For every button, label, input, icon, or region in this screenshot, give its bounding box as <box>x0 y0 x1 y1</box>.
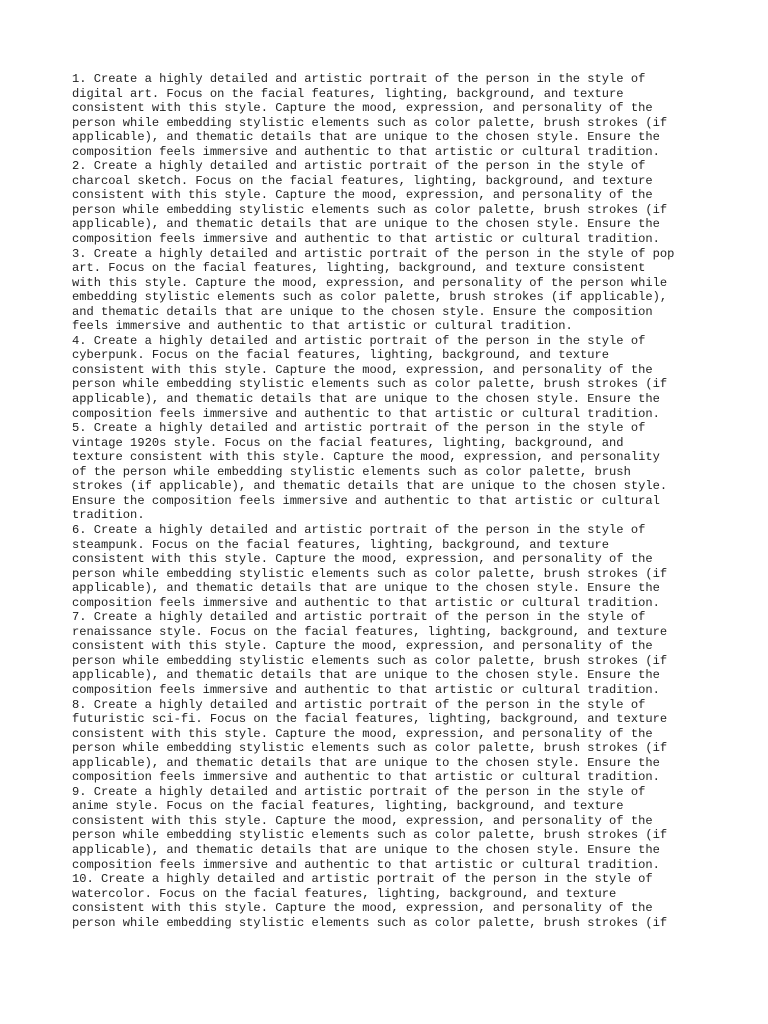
document-text-line: person while embedding stylistic elements such as color palette, brush strokes (if <box>72 115 668 130</box>
document-text-line: person while embedding stylistic elements such as color palette, brush strokes (if <box>72 202 668 217</box>
document-text-line: anime style. Focus on the facial features, lighting, background, and texture <box>72 799 624 814</box>
document-text-line: with this style. Capture the mood, expression, and personality of the person while <box>72 275 668 290</box>
document-text-line: composition feels immersive and authentic to that artistic or cultural tradition. <box>72 857 660 872</box>
document-text-line: strokes (if applicable), and thematic details that are unique to the chosen style. <box>72 479 668 494</box>
document-text-line: consistent with this style. Capture the mood, expression, and personality of the <box>72 101 653 116</box>
document-text-line: 9. Create a highly detailed and artistic portrait of the person in the style of <box>72 784 646 799</box>
document-text-line: person while embedding stylistic elements such as color palette, brush strokes (if <box>72 377 668 392</box>
document-text-line: 1. Create a highly detailed and artistic portrait of the person in the style of <box>72 72 646 86</box>
document-text-line: person while embedding stylistic elements such as color palette, brush strokes (if <box>72 915 668 930</box>
document-text-line: watercolor. Focus on the facial features, lighting, background, and texture <box>72 886 617 901</box>
document-text-line: 4. Create a highly detailed and artistic portrait of the person in the style of <box>72 333 646 348</box>
document-text-line: futuristic sci-fi. Focus on the facial features, lighting, background, and texture <box>72 712 668 727</box>
document-text-line: texture consistent with this style. Capture the mood, expression, and personality <box>72 450 660 465</box>
document-text-line: applicable), and thematic details that are unique to the chosen style. Ensure the <box>72 392 660 407</box>
document-text-line: 5. Create a highly detailed and artistic portrait of the person in the style of <box>72 421 646 436</box>
document-text-line: applicable), and thematic details that are unique to the chosen style. Ensure the <box>72 668 660 683</box>
document-text-line: consistent with this style. Capture the mood, expression, and personality of the <box>72 726 653 741</box>
document-text-line: composition feels immersive and authentic to that artistic or cultural tradition. <box>72 406 660 421</box>
document-text-line: consistent with this style. Capture the mood, expression, and personality of the <box>72 901 653 916</box>
document-text-line: tradition. <box>72 508 145 523</box>
document-text-line: consistent with this style. Capture the mood, expression, and personality of the <box>72 188 653 203</box>
document-text-line: renaissance style. Focus on the facial features, lighting, background, and texture <box>72 624 668 639</box>
document-text-line: cyberpunk. Focus on the facial features, lighting, background, and texture <box>72 348 610 363</box>
document-text <box>72 72 732 930</box>
document-text-line: of the person while embedding stylistic elements such as color palette, brush <box>72 464 631 479</box>
document-text-line: applicable), and thematic details that are unique to the chosen style. Ensure the <box>72 755 660 770</box>
document-text-line: person while embedding stylistic elements such as color palette, brush strokes (if <box>72 566 668 581</box>
document-text-line: Ensure the composition feels immersive and authentic to that artistic or cultural <box>72 493 660 508</box>
document-text-line: art. Focus on the facial features, lighting, background, and texture consistent <box>72 261 646 276</box>
document-text-line: consistent with this style. Capture the mood, expression, and personality of the <box>72 813 653 828</box>
document-text-line: composition feels immersive and authentic to that artistic or cultural tradition. <box>72 682 660 697</box>
document-text-line: 10. Create a highly detailed and artistic portrait of the person in the style of <box>72 872 653 887</box>
document-text-line: consistent with this style. Capture the mood, expression, and personality of the <box>72 362 653 377</box>
document-text-line: 6. Create a highly detailed and artistic portrait of the person in the style of <box>72 522 646 537</box>
document-text-line: consistent with this style. Capture the mood, expression, and personality of the <box>72 552 653 567</box>
document-text-line: steampunk. Focus on the facial features, lighting, background, and texture <box>72 537 610 552</box>
document-text-line: 8. Create a highly detailed and artistic portrait of the person in the style of <box>72 697 646 712</box>
document-text-line: feels immersive and authentic to that artistic or cultural tradition. <box>72 319 573 334</box>
document-text-line: applicable), and thematic details that are unique to the chosen style. Ensure the <box>72 581 660 596</box>
document-text-line: vintage 1920s style. Focus on the facial features, lighting, background, and <box>72 435 624 450</box>
document-text-line: person while embedding stylistic elements such as color palette, brush strokes (if <box>72 741 668 756</box>
document-text-line: composition feels immersive and authentic to that artistic or cultural tradition. <box>72 232 660 247</box>
document-text-line: 2. Create a highly detailed and artistic portrait of the person in the style of <box>72 159 646 174</box>
document-text-line: applicable), and thematic details that are unique to the chosen style. Ensure the <box>72 842 660 857</box>
document-text-line: person while embedding stylistic elements such as color palette, brush strokes (if <box>72 828 668 843</box>
document-text-line: person while embedding stylistic elements such as color palette, brush strokes (if <box>72 653 668 668</box>
document-text-line: digital art. Focus on the facial features, lighting, background, and texture <box>72 86 624 101</box>
document-text-line: composition feels immersive and authentic to that artistic or cultural tradition. <box>72 144 660 159</box>
document-text-line: embedding stylistic elements such as color palette, brush strokes (if applicable), <box>72 290 668 305</box>
document-text-line: composition feels immersive and authentic to that artistic or cultural tradition. <box>72 770 660 785</box>
document-text-line: and thematic details that are unique to the chosen style. Ensure the composition <box>72 304 653 319</box>
document-text-line: 7. Create a highly detailed and artistic portrait of the person in the style of <box>72 610 646 625</box>
document-text-line: 3. Create a highly detailed and artistic portrait of the person in the style of pop <box>72 246 675 261</box>
document-text-line: composition feels immersive and authentic to that artistic or cultural tradition. <box>72 595 660 610</box>
document-text-line: applicable), and thematic details that are unique to the chosen style. Ensure the <box>72 130 660 145</box>
document-text-line: charcoal sketch. Focus on the facial features, lighting, background, and texture <box>72 173 653 188</box>
document-text-line: applicable), and thematic details that are unique to the chosen style. Ensure the <box>72 217 660 232</box>
document-text-line: consistent with this style. Capture the mood, expression, and personality of the <box>72 639 653 654</box>
